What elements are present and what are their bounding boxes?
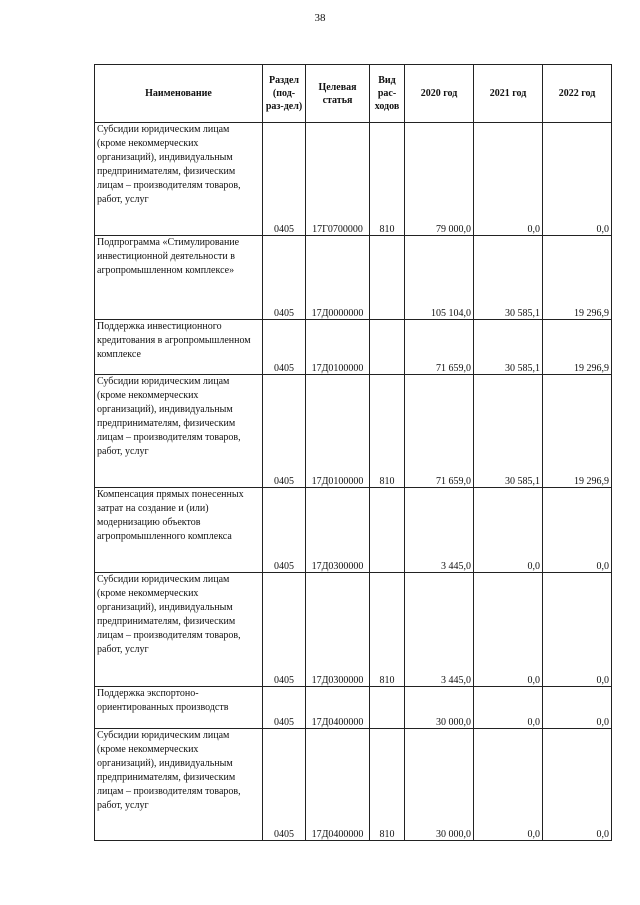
- row-target: 17Д0400000: [306, 729, 370, 841]
- row-2021: 30 585,1: [474, 236, 543, 320]
- header-2022: 2022 год: [543, 65, 612, 123]
- row-2022: 0,0: [543, 573, 612, 687]
- table-row: [95, 375, 612, 488]
- row-2021: 30 585,1: [474, 375, 543, 488]
- row-target: 17Д0000000: [306, 236, 370, 320]
- row-2022: 0,0: [543, 729, 612, 841]
- row-section: 0405: [263, 320, 306, 375]
- row-expense: [370, 488, 405, 573]
- row-section: 0405: [263, 729, 306, 841]
- row-name: Поддержка инвестиционного кредитования в агропромышленном комплексе: [95, 320, 263, 375]
- header-2020: 2020 год: [405, 65, 474, 123]
- row-2021: 30 585,1: [474, 320, 543, 375]
- row-expense: 810: [370, 123, 405, 236]
- row-2021: 0,0: [474, 488, 543, 573]
- row-2021: 0,0: [474, 123, 543, 236]
- row-section: 0405: [263, 123, 306, 236]
- row-section: 0405: [263, 236, 306, 320]
- row-section: 0405: [263, 573, 306, 687]
- row-expense: [370, 687, 405, 729]
- row-2020: 3 445,0: [405, 488, 474, 573]
- row-2020: 30 000,0: [405, 729, 474, 841]
- row-2021: 0,0: [474, 573, 543, 687]
- header-2021: 2021 год: [474, 65, 543, 123]
- row-name: Субсидии юридическим лицам (кроме некоммерческих организаций), индивидуальным предпринимателям, физическим лицам – производителям товаров, работ, услуг: [95, 375, 263, 488]
- row-target: 17Д0100000: [306, 320, 370, 375]
- row-2022: 19 296,9: [543, 320, 612, 375]
- row-name: Поддержка экспортоно-ориентированных производств: [95, 687, 263, 729]
- row-2020: 71 659,0: [405, 375, 474, 488]
- row-name: Компенсация прямых понесенных затрат на создание и (или) модернизацию объектов агропромышленного комплекса: [95, 488, 263, 573]
- row-target: 17Д0400000: [306, 687, 370, 729]
- table-row: [95, 320, 612, 375]
- row-2022: 19 296,9: [543, 236, 612, 320]
- row-2022: 0,0: [543, 123, 612, 236]
- header-section: Раздел (под-раз-дел): [263, 65, 306, 123]
- row-section: 0405: [263, 488, 306, 573]
- header-expense: Вид рас-ходов: [370, 65, 405, 123]
- table-row: [95, 687, 612, 729]
- table-row: [95, 488, 612, 573]
- row-name: Субсидии юридическим лицам (кроме некоммерческих организаций), индивидуальным предпринимателям, физическим лицам – производителям товаров, работ, услуг: [95, 573, 263, 687]
- table-header-row: [95, 65, 612, 123]
- row-2020: 71 659,0: [405, 320, 474, 375]
- row-2021: 0,0: [474, 687, 543, 729]
- row-2022: 0,0: [543, 687, 612, 729]
- page-number: 38: [314, 12, 326, 24]
- budget-table: [94, 64, 612, 841]
- table-row: [95, 123, 612, 236]
- row-2020: 3 445,0: [405, 573, 474, 687]
- row-2020: 79 000,0: [405, 123, 474, 236]
- header-target: Целевая статья: [306, 65, 370, 123]
- table-row: [95, 236, 612, 320]
- row-2022: 0,0: [543, 488, 612, 573]
- row-expense: 810: [370, 375, 405, 488]
- table-row: [95, 729, 612, 841]
- header-name: Наименование: [95, 65, 263, 123]
- row-2022: 19 296,9: [543, 375, 612, 488]
- row-expense: [370, 236, 405, 320]
- row-expense: 810: [370, 729, 405, 841]
- row-2020: 30 000,0: [405, 687, 474, 729]
- table-row: [95, 573, 612, 687]
- row-target: 17Д0300000: [306, 573, 370, 687]
- row-2020: 105 104,0: [405, 236, 474, 320]
- row-target: 17Г0700000: [306, 123, 370, 236]
- row-name: Подпрограмма «Стимулирование инвестиционной деятельности в агропромышленном комплексе»: [95, 236, 263, 320]
- row-expense: [370, 320, 405, 375]
- row-section: 0405: [263, 687, 306, 729]
- row-2021: 0,0: [474, 729, 543, 841]
- row-target: 17Д0100000: [306, 375, 370, 488]
- row-target: 17Д0300000: [306, 488, 370, 573]
- row-expense: 810: [370, 573, 405, 687]
- row-name: Субсидии юридическим лицам (кроме некоммерческих организаций), индивидуальным предпринимателям, физическим лицам – производителям товаров, работ, услуг: [95, 123, 263, 236]
- row-name: Субсидии юридическим лицам (кроме некоммерческих организаций), индивидуальным предпринимателям, физическим лицам – производителям товаров, работ, услуг: [95, 729, 263, 841]
- row-section: 0405: [263, 375, 306, 488]
